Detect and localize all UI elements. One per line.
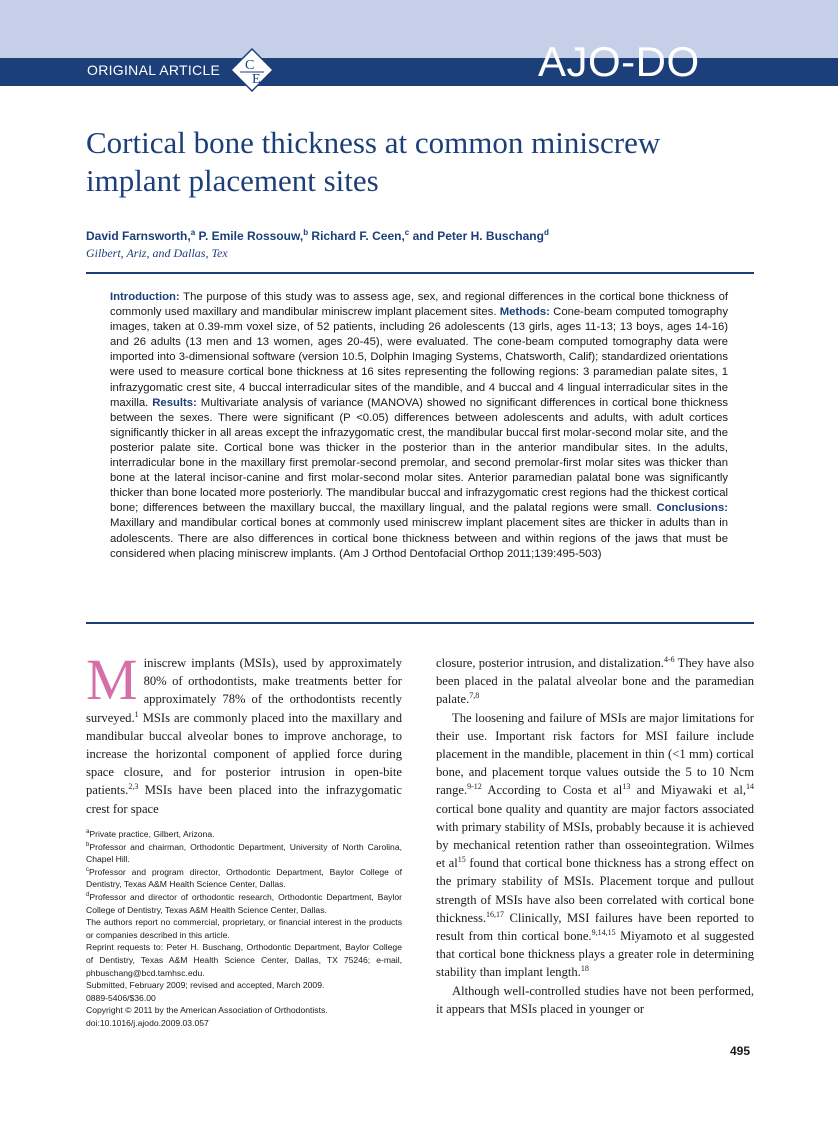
journal-logo: AJO-DO	[538, 38, 700, 85]
email-link[interactable]: phbuschang@bcd.tamhsc.edu	[86, 967, 203, 978]
citation: 13	[622, 782, 631, 792]
divider-top	[86, 272, 754, 274]
body-text: and Miyawaki et al,	[630, 783, 746, 798]
citation: 9-12	[467, 782, 482, 792]
abstract-heading-introduction: Introduction:	[110, 291, 180, 303]
footnote	[86, 866, 402, 891]
author-mark: b	[303, 228, 309, 237]
author-mark: c	[404, 228, 410, 237]
title-line-1: Cortical bone thickness at common miniscrew	[86, 125, 661, 160]
footnote-text: Professor and chairman, Orthodontic Department, University of North Carolina, Chapel Hill.	[86, 841, 402, 865]
author-mark: d	[543, 228, 549, 237]
footnote	[86, 828, 402, 841]
body-text: closure, posterior intrusion, and distalization.	[436, 656, 664, 670]
body-text: The loosening and failure of MSIs are major limitations for their use. Important risk factors for MSI failure include placement in the mandible, placement in thin (<1 mm) cortical bone, and placement torque values outside the 5 to 10 Ncm range.	[436, 710, 754, 798]
body-right-column	[436, 654, 754, 1018]
reprint-text-end: .	[202, 967, 205, 978]
reprint-text: Reprint requests to: Peter H. Buschang, Orthodontic Department, Baylor College of Dentistry, Texas A&M Health Science Center, Dallas, TX 75246; e-mail,	[86, 942, 402, 965]
footnote	[86, 841, 402, 866]
abstract-results: Multivariate analysis of variance (MANOVA) showed no significant differences in cortical bone thickness between the sexes. There were significant (P <0.05) differences between adolescents and adults, with adult cortices significantly thicker in all areas except the infrazygomatic crest, the mandibular buccal first molar-second molar site, and the posterior palate site. Cortical bone was thicker in the posterior than in the anterior mandibular sites. In the adults, interradicular bone in the maxillary first premolar-second premolar, and second premolar-first molar sites was thicker than bone at the lateral incisor-canine and first molar-second molar sites. Anterior paramedian palatal bone was significantly thicker than bone located more posteriorly. The mandibular buccal and infrazygomatic crest regions had the thickest cortical bone; differences between the maxillary buccal, the maxillary lingual, and the palatal regions were small.	[110, 396, 729, 515]
footnote-text: Private practice, Gilbert, Arizona.	[89, 829, 215, 839]
abstract-conclusions: Maxillary and mandibular cortical bones at commonly used miniscrew implant placement sites are thicker in adults than in adolescents. There are also differences in cortical bone thickness between and within regions of the jaws that must be considered when placing miniscrew implants. (Am J Orthod Dentofacial Orthop 2011;139:495-503)	[110, 517, 728, 560]
abstract-heading-methods: Methods:	[499, 306, 550, 319]
section-label: ORIGINAL ARTICLE	[87, 62, 221, 78]
body-left-column	[86, 647, 402, 818]
ce-badge-icon	[230, 48, 274, 92]
footnote-text: Professor and director of orthodontic research, Orthodontic Department, Baylor College of Dentistry, Texas A&M Health Science Center, Dallas.	[86, 891, 402, 915]
body-text: Clinically, MSI failures have been reported to result from thin cortical bone.	[436, 910, 754, 944]
header-top-band	[0, 0, 838, 58]
abstract-introduction: The purpose of this study was to assess age, sex, and regional differences in the cortical bone thickness of commonly used maxillary and mandibular miniscrew implant placement sites.	[110, 291, 728, 319]
author-name: P. Emile Rossouw,	[198, 229, 304, 243]
citation: 4-6	[663, 654, 675, 664]
author-name: David Farnsworth,	[86, 229, 191, 243]
abstract-methods: Cone-beam computed tomography images, taken at 0.39-mm voxel size, of 52 patients, including 26 adolescents (13 girls, ages 11-13; 13 boys, ages 14-16) and 26 adults (13 men and 13 women, ages 20-45), were evaluated. The cone-beam computed tomography data were imported into 3-dimensional software (version 10.5, Dolphin Imaging Systems, Chatsworth, Calif); standardized orientations were used to measure cortical bone thickness at 16 sites representing the following regions: 3 paramedian palate sites, 1 infrazygomatic crest site, 4 buccal interradicular sites of the mandible, and 4 buccal and 4 lingual interradicular sites in the maxilla.	[110, 306, 728, 409]
divider-bottom	[86, 622, 754, 624]
citation: 7,8	[469, 691, 480, 701]
footnote-mark: b	[86, 841, 90, 848]
article-title	[86, 124, 766, 200]
abstract-heading-conclusions: Conclusions:	[656, 502, 728, 515]
paragraph: Although well-controlled studies have not been performed, it appears that MSIs placed in younger or	[436, 983, 754, 1016]
footnote-text: Professor and program director, Orthodontic Department, Baylor College of Dentistry, Texas A&M Health Science Center, Dallas.	[86, 866, 402, 890]
body-text: found that cortical bone thickness has a strong effect on the primary stability of MSIs. Placement torque and pullout strength of MSIs have also been correlated with cortical bone thickness.	[436, 856, 754, 925]
footnote-mark: c	[86, 866, 89, 873]
conflict-statement: The authors report no commercial, proprietary, or financial interest in the products or companies described in this article.	[86, 917, 402, 940]
title-line-2: implant placement sites	[86, 163, 379, 198]
body-text: iniscrew implants (MSIs), used by approximately 80% of orthodontists, make treatments better for approximately 78% of the orthodontists recently surveyed.	[86, 656, 402, 725]
doi[interactable]: doi:10.1016/j.ajodo.2009.03.057	[86, 1017, 209, 1028]
footnote	[86, 891, 402, 916]
drop-cap: M	[86, 647, 138, 712]
body-text: They have also been placed in the palatal alveolar bone and the paramedian palate.	[436, 656, 754, 707]
citation: 18	[580, 964, 589, 974]
copyright: Copyright © 2011 by the American Association of Orthodontists.	[86, 1005, 328, 1016]
paragraph	[436, 654, 754, 709]
citation: 2,3	[128, 782, 139, 792]
body-text: Miyamoto et al suggested that cortical bone thickness plays a greater role in determining stability than implant length.	[436, 929, 754, 980]
citation: 14	[746, 782, 754, 792]
author-list	[86, 228, 549, 243]
citation: 16,17	[486, 909, 505, 919]
body-text: According to Costa et al	[481, 783, 623, 798]
footnote-mark: a	[86, 829, 90, 836]
footnotes	[86, 828, 402, 1030]
citation: 9,14,15	[591, 927, 616, 937]
author-name: Richard F. Ceen,	[311, 229, 405, 243]
footnote-mark: d	[86, 892, 90, 899]
body-text: MSIs are commonly placed into the maxillary and mandibular buccal alveolar bones to improve anchorage, to increase the horizontal component of applied force during space closure, and for posterior intrusion in open-bite patients.	[86, 710, 402, 798]
ce-letter-c: C	[245, 58, 255, 73]
ce-letter-e: E	[252, 72, 261, 87]
author-mark: a	[190, 228, 196, 237]
body-text: MSIs have been placed into the infrazygomatic crest for space	[86, 783, 402, 816]
body-text: cortical bone quality and quantity are major factors associated with primary stability of MSIs, probably because it is achieved by mechanical retention rather than osseointegration. Wilmes et al	[436, 801, 754, 871]
reprint-requests	[86, 941, 402, 979]
author-name: and Peter H. Buschang	[412, 229, 544, 243]
submission-dates: Submitted, February 2009; revised and accepted, March 2009.	[86, 980, 325, 991]
paragraph	[436, 709, 754, 982]
citation: 15	[457, 855, 466, 865]
issn-price: 0889-5406/$36.00	[86, 992, 156, 1003]
abstract	[110, 290, 728, 562]
author-location: Gilbert, Ariz, and Dallas, Tex	[86, 246, 228, 260]
abstract-heading-results: Results:	[152, 396, 197, 409]
citation: 1	[134, 709, 139, 719]
page-number: 495	[730, 1044, 751, 1058]
